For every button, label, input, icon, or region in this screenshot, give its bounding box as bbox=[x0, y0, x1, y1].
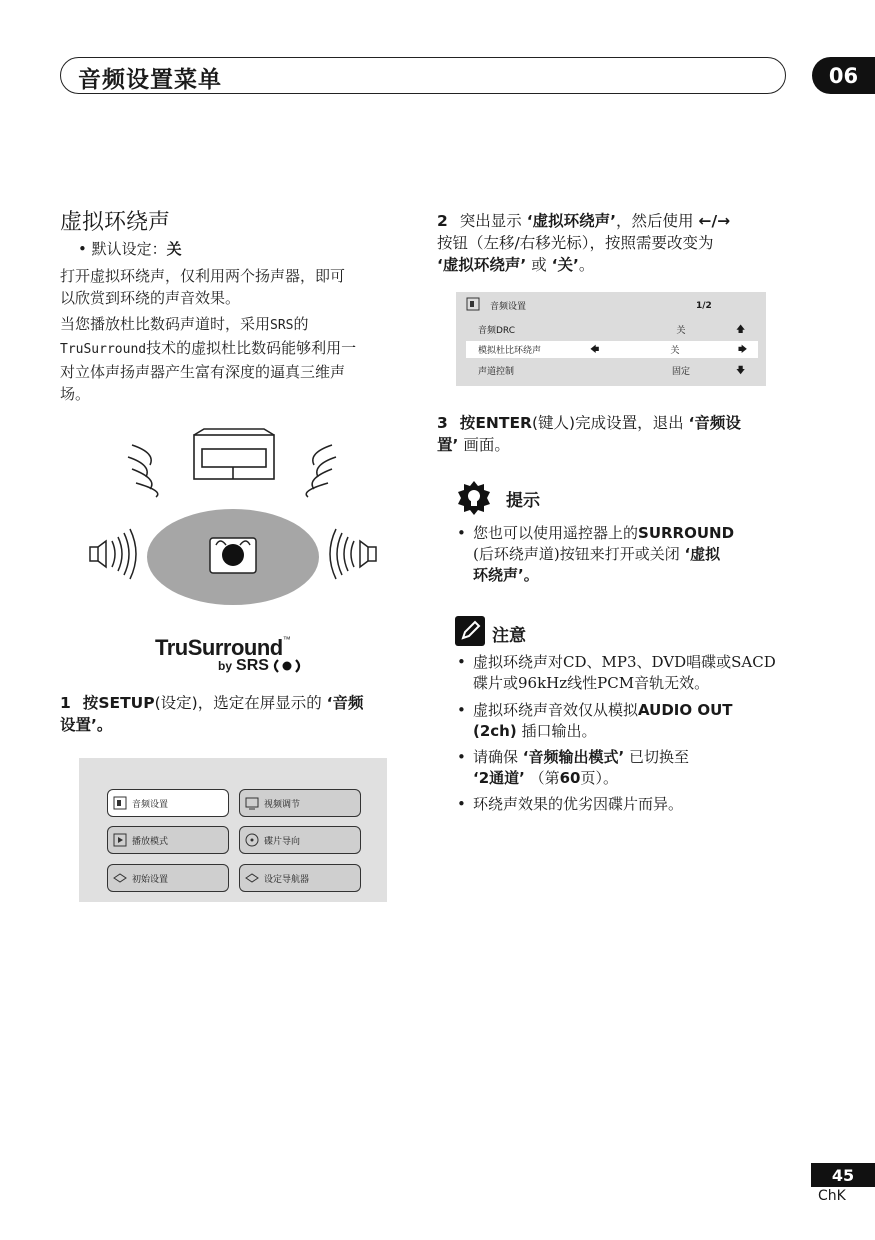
default-setting-value: 关 bbox=[166, 240, 182, 258]
panel-row-virtual-surround[interactable]: 模拟杜比环绕声 🡄 关 🡆 bbox=[466, 341, 758, 358]
description-line: 对立体声扬声器产生富有深度的逼真三维声 bbox=[60, 363, 346, 381]
note-item: • 请确保 ‘音频输出模式’ 已切换至 ‘2通道’ （第60页）。 bbox=[473, 747, 793, 789]
sound-wave-front-right-icon bbox=[306, 445, 336, 497]
logo-by: by bbox=[218, 659, 233, 673]
note-item: • 环绕声效果的优劣因碟片而异。 bbox=[473, 794, 793, 815]
description-line: TruSurround技术的虚拟杜比数码能够利用一 bbox=[60, 339, 357, 357]
panel-row-channel-control[interactable]: 声道控制 固定 🡇 bbox=[466, 362, 758, 379]
chapter-badge: 06 bbox=[812, 57, 875, 94]
play-icon bbox=[112, 832, 128, 848]
scroll-down-icon[interactable]: 🡇 bbox=[736, 365, 746, 376]
audio-settings-panel bbox=[456, 292, 766, 386]
note-heading: 注意 bbox=[492, 626, 526, 646]
speaker-icon bbox=[112, 795, 128, 811]
surround-illustration bbox=[80, 425, 390, 610]
setup-icon bbox=[112, 870, 128, 886]
pencil-note-icon bbox=[455, 616, 485, 646]
menu-initial-setup-button[interactable]: 初始设置 bbox=[107, 864, 229, 892]
intro-paragraph bbox=[60, 265, 410, 309]
note-item: • 虚拟环绕声对CD、MP3、DVD唱碟或SACD 碟片或96kHz线性PCM音轨无效。 bbox=[473, 652, 793, 694]
default-setting-prefix: • 默认设定： bbox=[78, 240, 167, 258]
panel-header bbox=[466, 297, 758, 314]
step-1: 1 按SETUP(设定)，选定在屏显示的 ‘音频 设置’。 bbox=[60, 694, 364, 734]
description-line: 当您播放杜比数码声道时，采用SRS的 bbox=[60, 315, 309, 333]
lightbulb-icon bbox=[455, 480, 493, 516]
arrow-left-icon[interactable]: 🡄 bbox=[590, 344, 600, 355]
sound-wave-front-left-icon bbox=[128, 445, 158, 497]
menu-disc-navigator-button[interactable]: 碟片导向 bbox=[239, 826, 361, 854]
panel-title: 音频设置 bbox=[490, 302, 527, 312]
tip-item: • 您也可以使用遥控器上的SURROUND (后环绕声道)按钮来打开或关闭 ‘虚拟 环绕声’。 bbox=[473, 523, 793, 586]
listener-icon bbox=[210, 538, 256, 573]
step-2: 2 突出显示 ‘虚拟环绕声’，然后使用 ←/→ 按钮（左移/右移光标），按照需要改变为 ‘虚拟环绕声’ 或 ‘关’。 bbox=[437, 212, 731, 274]
menu-video-adjust-button[interactable]: 视频调节 bbox=[239, 789, 361, 817]
srs-symbol-icon bbox=[272, 659, 304, 673]
page-number: 45 bbox=[811, 1163, 875, 1187]
srs-logo bbox=[218, 657, 304, 675]
menu-setup-navigator-button[interactable]: 设定导航器 bbox=[239, 864, 361, 892]
menu-audio-settings-button[interactable]: 音频设置 bbox=[107, 789, 229, 817]
default-setting bbox=[78, 239, 182, 259]
arrow-right-icon[interactable]: 🡆 bbox=[738, 344, 748, 355]
speaker-right-icon bbox=[330, 529, 376, 579]
navigator-icon bbox=[244, 870, 260, 886]
intro-line: 以欣赏到环绕的声音效果。 bbox=[60, 289, 241, 307]
step-3: 3 按ENTER(键人)完成设置，退出 ‘音频设 置’ 画面。 bbox=[437, 414, 741, 454]
panel-row-audio-drc[interactable]: 音频DRC 关 🡅 bbox=[466, 321, 758, 338]
monitor-icon bbox=[244, 795, 260, 811]
header-title: 音频设置菜单 bbox=[78, 67, 222, 93]
language-code: ChK bbox=[818, 1188, 846, 1204]
logo-trademark: ™ bbox=[282, 635, 291, 644]
section-title: 虚拟环绕声 bbox=[60, 210, 171, 235]
menu-play-mode-button[interactable]: 播放模式 bbox=[107, 826, 229, 854]
tv-icon bbox=[194, 429, 274, 479]
scroll-up-icon[interactable]: 🡅 bbox=[736, 324, 746, 335]
logo-brand: SRS bbox=[236, 657, 269, 674]
intro-line: 打开虚拟环绕声，仅利用两个扬声器，即可 bbox=[60, 267, 346, 285]
arrow-keys-icon: ←/→ bbox=[698, 212, 731, 230]
disc-icon bbox=[244, 832, 260, 848]
panel-page: 1/2 bbox=[696, 300, 712, 311]
tip-heading: 提示 bbox=[506, 491, 540, 511]
description-line: 场。 bbox=[60, 385, 91, 403]
speaker-left-icon bbox=[90, 529, 136, 579]
speaker-icon bbox=[466, 297, 490, 314]
logo-main: TruSurround bbox=[155, 635, 283, 660]
description-paragraph bbox=[60, 313, 410, 405]
note-item: • 虚拟环绕声音效仅从模拟AUDIO OUT (2ch) 插口输出。 bbox=[473, 700, 793, 742]
